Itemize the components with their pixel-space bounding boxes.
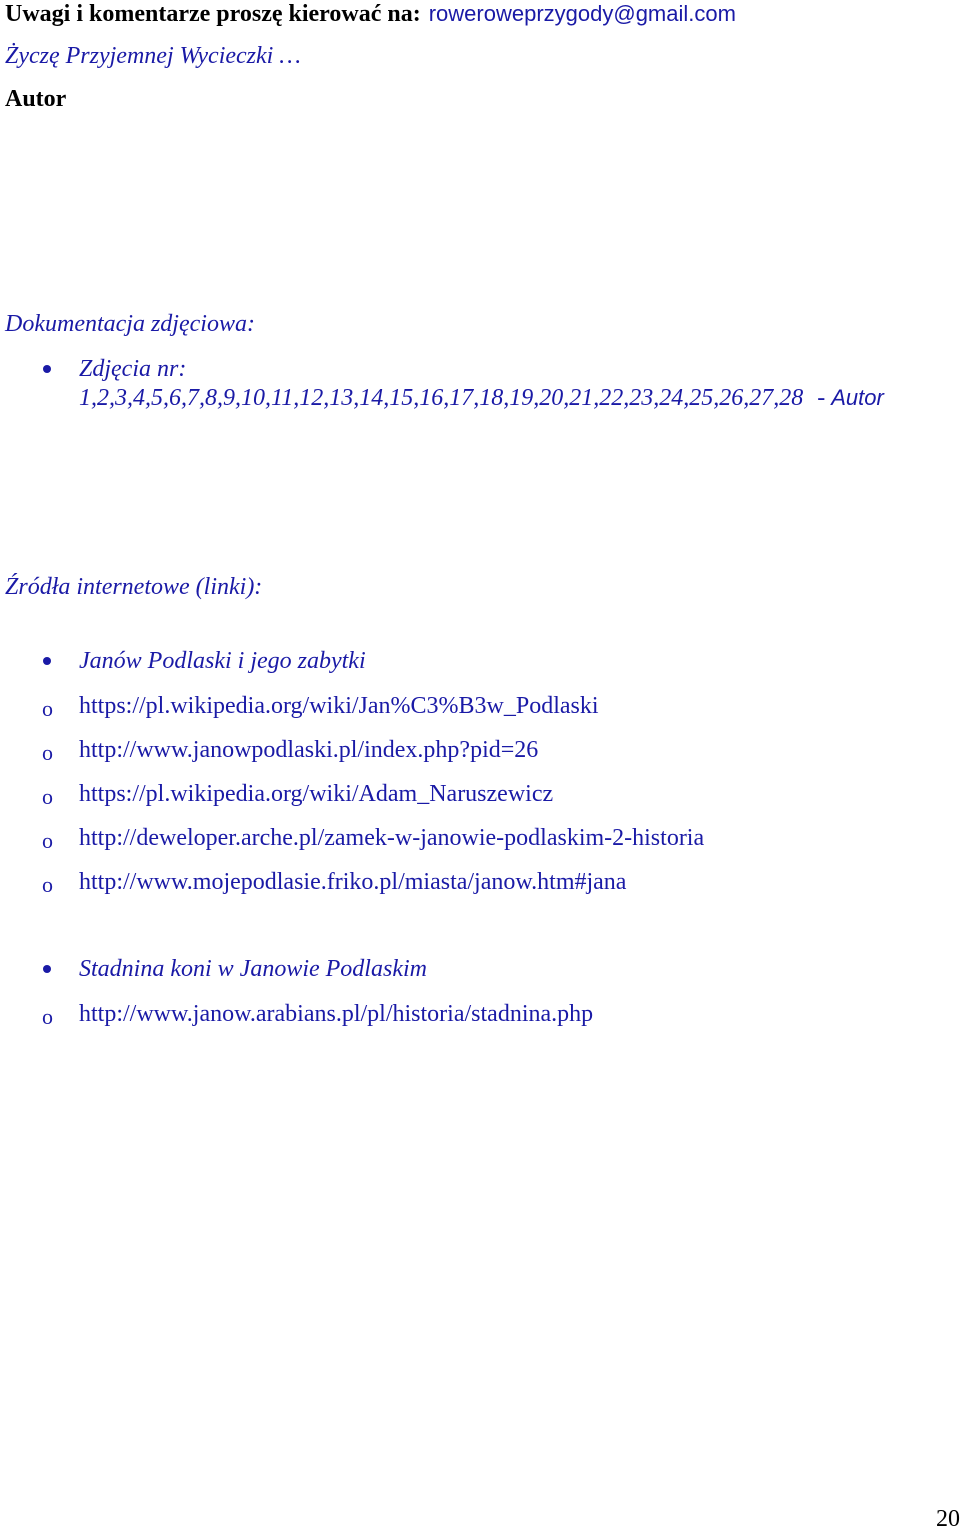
source-link-wikipedia-naruszewicz[interactable]: https://pl.wikipedia.org/wiki/Adam_Naruszewicz xyxy=(79,781,554,807)
contact-label: Uwagi i komentarze proszę kierować na: xyxy=(5,1,421,27)
circle-marker-icon: o xyxy=(42,740,53,765)
circle-marker-icon: o xyxy=(42,828,53,853)
source-link-mojepodlasie[interactable]: http://www.mojepodlasie.friko.pl/miasta/janow.htm#jana xyxy=(79,869,627,895)
wish-text: Życzę Przyjemnej Wycieczki … xyxy=(5,43,301,69)
author-signature: Autor xyxy=(5,86,67,112)
source-group-title-stadnina: Stadnina koni w Janowie Podlaskim xyxy=(79,956,427,982)
circle-marker-icon: o xyxy=(42,696,53,721)
circle-marker-icon: o xyxy=(42,784,53,809)
source-link-janowpodlaski[interactable]: http://www.janowpodlaski.pl/index.php?pid=26 xyxy=(79,737,539,763)
page-number: 20 xyxy=(936,1506,960,1532)
contact-line xyxy=(5,2,736,26)
circle-marker-icon: o xyxy=(42,872,53,897)
source-link-deweloper-arche[interactable]: http://deweloper.arche.pl/zamek-w-janowie-podlaskim-2-historia xyxy=(79,825,705,851)
contact-email-link[interactable]: roweroweprzygody@gmail.com xyxy=(428,1,736,26)
bullet-dot-icon xyxy=(43,657,51,665)
bullet-dot-icon xyxy=(43,965,51,973)
photo-documentation-heading: Dokumentacja zdjęciowa: xyxy=(5,311,255,337)
source-group-title-janow: Janów Podlaski i jego zabytki xyxy=(79,648,366,674)
circle-marker-icon: o xyxy=(42,1004,53,1029)
sources-heading: Źródła internetowe (linki): xyxy=(5,574,263,600)
source-link-janow-arabians[interactable]: http://www.janow.arabians.pl/pl/historia/stadnina.php xyxy=(79,1001,594,1027)
bullet-dot-icon xyxy=(43,365,51,373)
source-link-wikipedia-janow[interactable]: https://pl.wikipedia.org/wiki/Jan%C3%B3w_Podlaski xyxy=(79,693,599,719)
photo-credit: Autor xyxy=(831,385,884,410)
photo-numbers-line xyxy=(79,386,884,410)
photo-credit-separator: - xyxy=(817,385,826,411)
photo-numbers-label: Zdjęcia nr: xyxy=(79,356,187,382)
photo-numbers: 1,2,3,4,5,6,7,8,9,10,11,12,13,14,15,16,17,18,19,20,21,22,23,24,25,26,27,28 xyxy=(79,385,804,411)
